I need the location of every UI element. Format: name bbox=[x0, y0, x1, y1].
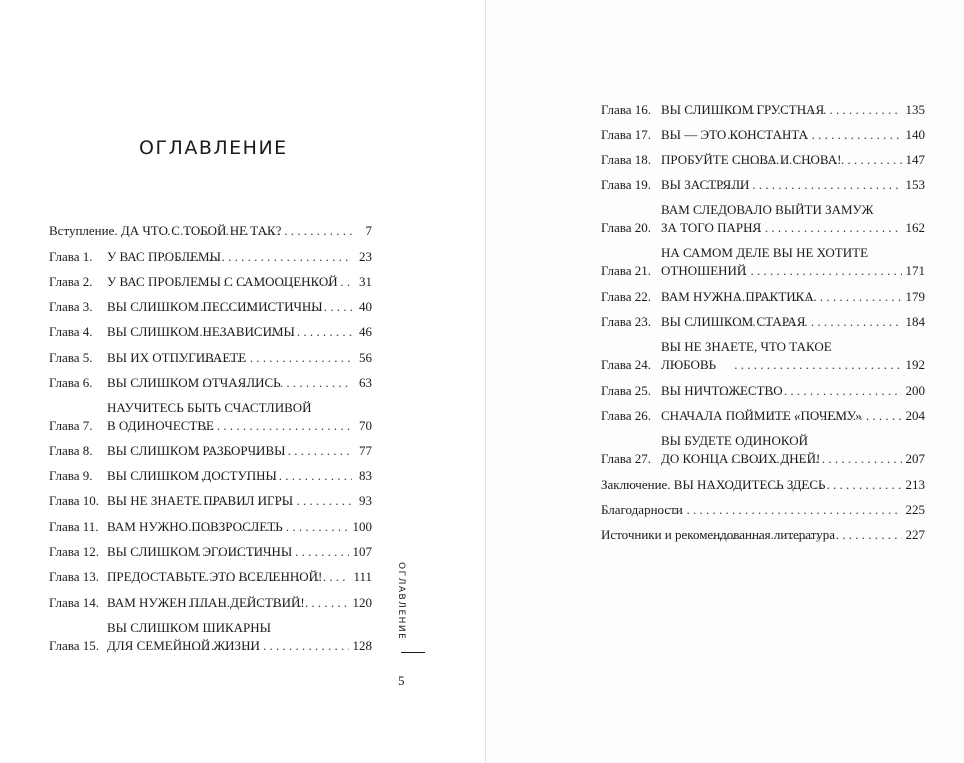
chapter-label: Глава 25. bbox=[601, 383, 652, 398]
page-ref: 23 bbox=[359, 249, 372, 264]
chapter-title-line: ВЫ НИЧТОЖЕСТВО bbox=[661, 383, 783, 398]
dot-leader bbox=[186, 492, 352, 510]
chapter-label: Глава 14. bbox=[49, 595, 100, 610]
chapter-title-line: ОТНОШЕНИЙ bbox=[661, 263, 747, 278]
chapter-label: Глава 7. bbox=[49, 418, 93, 433]
chapter-title-line: ВЫ СЛИШКОМ НЕЗАВИСИМЫ bbox=[107, 324, 295, 339]
chapter-title-line: ВЫ СЛИШКОМ ОТЧАЯЛИСЬ bbox=[107, 375, 281, 390]
toc-entry bbox=[49, 594, 372, 612]
toc-entry bbox=[49, 323, 372, 341]
dot-leader bbox=[731, 450, 902, 468]
dot-leader bbox=[194, 298, 352, 316]
chapter-title-line: ВЫ СЛИШКОМ ЭГОИСТИЧНЫ bbox=[107, 544, 293, 559]
page-ref: 111 bbox=[353, 569, 372, 584]
chapter-label: Глава 26. bbox=[601, 408, 652, 423]
chapter-title-line: У ВАС ПРОБЛЕМЫ bbox=[107, 249, 221, 264]
chapter-label: Глава 19. bbox=[601, 177, 652, 192]
chapter-title-line: ВАМ СЛЕДОВАЛО ВЫЙТИ ЗАМУЖ bbox=[661, 202, 874, 217]
chapter-title-line: Благодарности bbox=[601, 502, 683, 517]
page-ref: 31 bbox=[359, 274, 372, 289]
dot-leader bbox=[197, 273, 352, 291]
dot-leader bbox=[179, 637, 349, 655]
chapter-title-line: ВЫ — ЭТО КОНСТАНТА bbox=[661, 127, 809, 142]
dot-leader bbox=[709, 476, 901, 494]
page-ref: 93 bbox=[359, 493, 372, 508]
page-ref: 70 bbox=[359, 418, 372, 433]
dot-leader bbox=[744, 262, 902, 280]
page-ref: 184 bbox=[905, 314, 925, 329]
chapter-label: Глава 16. bbox=[601, 102, 652, 117]
chapter-label: Глава 11. bbox=[49, 519, 99, 534]
page-ref: 83 bbox=[359, 468, 372, 483]
toc-entry bbox=[601, 176, 925, 194]
chapter-title-line: ПРОБУЙТЕ СНОВА И СНОВА! bbox=[661, 152, 842, 167]
toc-entry bbox=[49, 467, 372, 485]
page-ref: 100 bbox=[352, 519, 372, 534]
chapter-title-line: ВЫ СЛИШКОМ ГРУСТНАЯ bbox=[661, 102, 825, 117]
chapter-label: Глава 6. bbox=[49, 375, 93, 390]
toc-entry bbox=[601, 407, 925, 425]
chapter-label: Глава 1. bbox=[49, 249, 93, 264]
toc-entry bbox=[601, 126, 925, 144]
chapter-label: Глава 4. bbox=[49, 324, 93, 339]
toc-entry bbox=[49, 248, 372, 266]
toc-entry bbox=[49, 543, 372, 561]
page-ref: 63 bbox=[359, 375, 372, 390]
dot-leader bbox=[719, 382, 902, 400]
toc-entry bbox=[49, 273, 372, 291]
toc-entry bbox=[49, 492, 372, 510]
chapter-title-line: ВЫ ИХ ОТПУГИВАЕТЕ bbox=[107, 350, 247, 365]
page-title: ОГЛАВЛЕНИЕ bbox=[139, 137, 288, 159]
page-ref: 200 bbox=[905, 383, 925, 398]
running-header: ОГЛАВЛЕНИЕ bbox=[396, 562, 406, 641]
dot-leader bbox=[172, 349, 352, 367]
toc-entry bbox=[601, 382, 925, 400]
chapter-title-line: ВЫ СЛИШКОМ РАЗБОРЧИВЫ bbox=[107, 443, 286, 458]
page-ref: 227 bbox=[905, 527, 925, 542]
toc-entry bbox=[601, 288, 925, 306]
chapter-title-line: ПРЕДОСТАВЬТЕ ЭТО ВСЕЛЕННОЙ! bbox=[107, 569, 323, 584]
chapter-title-line: ДЛЯ СЕМЕЙНОЙ ЖИЗНИ bbox=[107, 638, 260, 653]
page-ref: 153 bbox=[905, 177, 925, 192]
toc-entry bbox=[601, 244, 925, 280]
toc-entry bbox=[49, 222, 372, 240]
chapter-title-line: Источники и рекомендованная литература bbox=[601, 527, 836, 542]
chapter-title-line: ВАМ НУЖЕН ПЛАН ДЕЙСТВИЙ! bbox=[107, 595, 305, 610]
toc-entry bbox=[49, 298, 372, 316]
chapter-title-line: В ОДИНОЧЕСТВЕ bbox=[107, 418, 214, 433]
chapter-title-line: ЛЮБОВЬ bbox=[661, 357, 717, 372]
page-ref: 204 bbox=[905, 408, 925, 423]
dot-leader bbox=[727, 126, 901, 144]
dot-leader bbox=[732, 101, 902, 119]
chapter-label: Глава 24. bbox=[601, 357, 652, 372]
chapter-label: Глава 12. bbox=[49, 544, 100, 559]
chapter-title-line: ВЫ СЛИШКОМ ШИКАРНЫ bbox=[107, 620, 271, 635]
chapter-title-line: ВЫ НЕ ЗНАЕТЕ ПРАВИЛ ИГРЫ bbox=[107, 493, 294, 508]
chapter-label: Глава 5. bbox=[49, 350, 93, 365]
page-ref: 56 bbox=[359, 350, 372, 365]
chapter-title-line: ВЫ НЕ ЗНАЕТЕ, ЧТО ТАКОЕ bbox=[661, 339, 832, 354]
chapter-label: Глава 13. bbox=[49, 569, 100, 584]
dot-leader bbox=[193, 568, 350, 586]
chapter-title-line: У ВАС ПРОБЛЕМЫ С САМООЦЕНКОЙ bbox=[107, 274, 338, 289]
toc-entry bbox=[49, 568, 372, 586]
page-ref: 77 bbox=[359, 443, 372, 458]
toc-entry bbox=[601, 313, 925, 331]
toc-entry bbox=[49, 374, 372, 392]
toc-entry bbox=[49, 399, 372, 435]
toc-entry bbox=[49, 349, 372, 367]
toc-entry bbox=[601, 526, 925, 544]
chapter-label: Глава 3. bbox=[49, 299, 93, 314]
dot-leader bbox=[182, 374, 352, 392]
page-ref: 140 bbox=[905, 127, 925, 142]
page-ref: 147 bbox=[905, 152, 925, 167]
page-ref: 107 bbox=[352, 544, 372, 559]
page-ref: 192 bbox=[905, 357, 925, 372]
dot-leader bbox=[726, 313, 901, 331]
dot-leader bbox=[161, 222, 352, 240]
chapter-label: Глава 27. bbox=[601, 451, 652, 466]
page-ref: 171 bbox=[905, 263, 925, 278]
dot-leader bbox=[191, 417, 352, 435]
dot-leader bbox=[182, 518, 349, 536]
chapter-title-line: НАУЧИТЕСЬ БЫТЬ СЧАСТЛИВОЙ bbox=[107, 400, 312, 415]
chapter-title-line: ВАМ НУЖНО ПОВЗРОСЛЕТЬ bbox=[107, 519, 283, 534]
chapter-title-line: ВАМ НУЖНА ПРАКТИКА bbox=[661, 289, 814, 304]
chapter-title-line: ВЫ СЛИШКОМ ДОСТУПНЫ bbox=[107, 468, 277, 483]
chapter-label: Глава 2. bbox=[49, 274, 93, 289]
page-ref: 225 bbox=[905, 502, 925, 517]
page-number: 5 bbox=[398, 673, 405, 688]
chapter-title-line: ВЫ БУДЕТЕ ОДИНОКОЙ bbox=[661, 433, 808, 448]
page-ref: 179 bbox=[905, 289, 925, 304]
chapter-label: Глава 17. bbox=[601, 127, 652, 142]
dot-leader bbox=[184, 442, 352, 460]
page-ref: 120 bbox=[352, 595, 372, 610]
toc-entry bbox=[601, 501, 925, 519]
chapter-label: Глава 15. bbox=[49, 638, 100, 653]
chapter-title-line: ВЫ ЗАСТРЯЛИ bbox=[661, 177, 750, 192]
dot-leader bbox=[181, 467, 352, 485]
dot-leader bbox=[188, 594, 349, 612]
toc-entry bbox=[49, 518, 372, 536]
dot-leader bbox=[734, 356, 901, 374]
chapter-title-line: Заключение. ВЫ НАХОДИТЕСЬ ЗДЕСЬ bbox=[601, 477, 826, 492]
chapter-label: Глава 20. bbox=[601, 220, 652, 235]
chapter-label: Глава 21. bbox=[601, 263, 652, 278]
toc-entry bbox=[601, 151, 925, 169]
dot-leader bbox=[745, 219, 901, 237]
toc-entry bbox=[601, 338, 925, 374]
chapter-title-line: ЗА ТОГО ПАРНЯ bbox=[661, 220, 762, 235]
dot-leader bbox=[654, 501, 901, 519]
chapter-label: Глава 22. bbox=[601, 289, 652, 304]
chapter-title-line: СНАЧАЛА ПОЙМИТЕ «ПОЧЕМУ» bbox=[661, 408, 862, 423]
chapter-title-line: ДО КОНЦА СВОИХ ДНЕЙ! bbox=[661, 451, 821, 466]
chapter-title-line: ВЫ СЛИШКОМ СТАРАЯ bbox=[661, 314, 806, 329]
toc-entry bbox=[601, 432, 925, 468]
page-ref: 207 bbox=[905, 451, 925, 466]
chapter-label: Глава 23. bbox=[601, 314, 652, 329]
dot-leader bbox=[737, 151, 902, 169]
chapter-title-line: ВЫ СЛИШКОМ ПЕССИМИСТИЧНЫ bbox=[107, 299, 323, 314]
page-ref: 46 bbox=[359, 324, 372, 339]
page-ref: 135 bbox=[905, 102, 925, 117]
dot-leader bbox=[729, 288, 902, 306]
dot-leader bbox=[185, 543, 349, 561]
page-ref: 7 bbox=[365, 223, 372, 238]
chapter-label: Глава 8. bbox=[49, 443, 93, 458]
running-header-rule bbox=[401, 652, 425, 653]
toc-entry bbox=[601, 201, 925, 237]
page-ref: 213 bbox=[905, 477, 925, 492]
chapter-label: Глава 10. bbox=[49, 493, 100, 508]
chapter-label: Глава 9. bbox=[49, 468, 93, 483]
dot-leader bbox=[742, 407, 901, 425]
toc-entry bbox=[49, 619, 372, 655]
page-ref: 40 bbox=[359, 299, 372, 314]
page-ref: 162 bbox=[905, 220, 925, 235]
chapter-label: Глава 18. bbox=[601, 152, 652, 167]
dot-leader bbox=[707, 176, 902, 194]
toc-entry bbox=[601, 101, 925, 119]
dot-leader bbox=[186, 323, 352, 341]
dot-leader bbox=[712, 526, 901, 544]
toc-entry bbox=[601, 476, 925, 494]
dot-leader bbox=[163, 248, 352, 266]
chapter-title-line: НА САМОМ ДЕЛЕ ВЫ НЕ ХОТИТЕ bbox=[661, 245, 869, 260]
chapter-title-line: Вступление. ДА ЧТО С ТОБОЙ НЕ ТАК? bbox=[49, 223, 282, 238]
toc-entry bbox=[49, 442, 372, 460]
page-ref: 128 bbox=[352, 638, 372, 653]
